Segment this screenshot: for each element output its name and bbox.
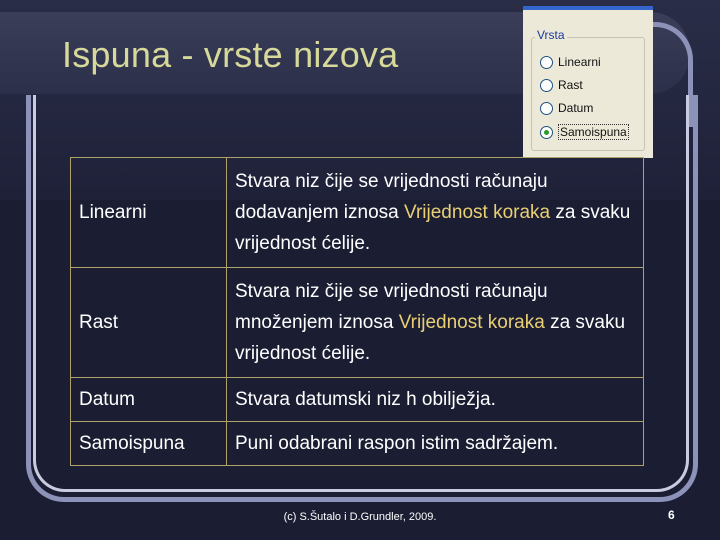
description-text: Stvara datumski niz h obilježja. [235,389,496,410]
radio-button-selected-icon[interactable] [540,126,553,139]
radio-option-datum[interactable] [540,101,593,115]
radio-label: Rast [558,78,583,92]
radio-button-icon[interactable] [540,56,553,69]
radio-button-icon[interactable] [540,79,553,92]
page-number: 6 [668,508,675,522]
type-description-cell [227,378,644,422]
radio-option-linearni[interactable] [540,55,601,69]
type-description-cell [227,268,644,378]
description-highlight: Vrijednost koraka [404,202,551,223]
type-description-cell [227,422,644,466]
radio-button-icon[interactable] [540,102,553,115]
description-text: Stvara niz čije se vrijednosti računaju množenjem iznosa [235,281,548,333]
table-row [71,378,644,422]
fill-type-dialog [523,6,653,158]
slide-title: Ispuna - vrste nizova [62,34,399,75]
slide-footer: (c) S.Šutalo i D.Grundler, 2009. [283,511,437,523]
type-name-cell: Rast [71,268,227,378]
type-name-cell: Datum [71,378,227,422]
table-row [71,158,644,268]
description-text: Puni odabrani raspon istim sadržajem. [235,433,559,454]
fill-type-group-label: Vrsta [537,28,565,42]
radio-option-rast[interactable] [540,78,583,92]
description-highlight: Vrijednost koraka [398,312,545,333]
type-name-cell: Samoispuna [71,422,227,466]
description-text: za svaku vrijednost ćelije. [235,312,626,364]
type-name-cell: Linearni [71,158,227,268]
description-text: Stvara niz čije se vrijednosti računaju dodavanjem iznosa [235,171,548,223]
fill-types-table [70,157,644,466]
type-description-cell [227,158,644,268]
table-row [71,422,644,466]
radio-option-samoispuna[interactable] [540,124,629,140]
radio-label: Samoispuna [560,125,627,139]
table-row [71,268,644,378]
radio-label: Datum [558,101,594,115]
description-text: za svaku vrijednost ćelije. [235,202,631,254]
radio-label: Linearni [558,55,601,69]
